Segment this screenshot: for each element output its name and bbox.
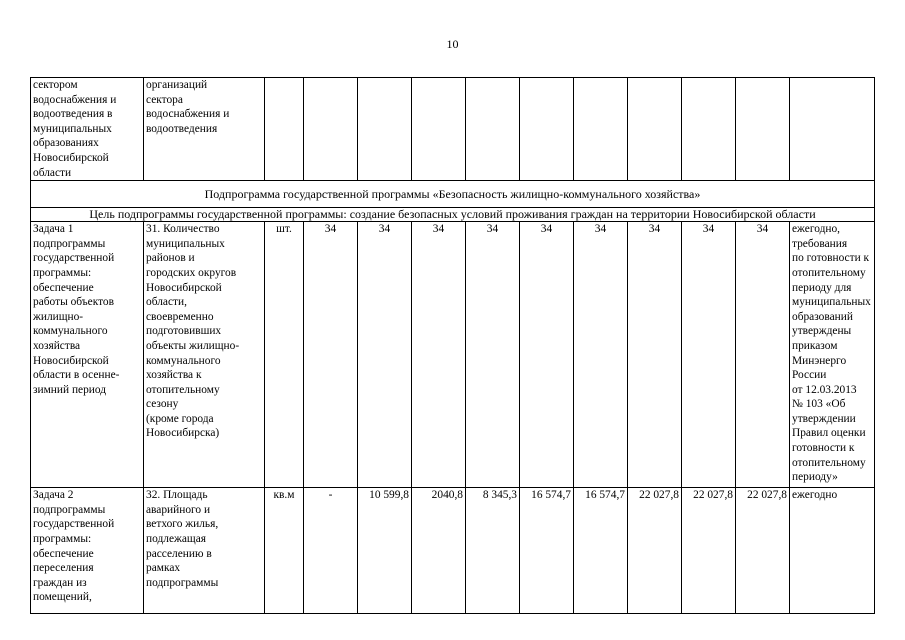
value-cell: 8 345,3: [466, 488, 520, 614]
value-cell: 34: [628, 222, 682, 488]
value-cell: 34: [520, 222, 574, 488]
value-cell: 34: [304, 222, 358, 488]
continued-row: [31, 78, 875, 181]
unit-cell: кв.м: [265, 488, 304, 614]
value-cell: 16 574,7: [520, 488, 574, 614]
table-row: [31, 488, 875, 614]
value-cell: 34: [736, 222, 790, 488]
indicator-cell: 31. Количество муниципальных районов и городских округов Новосибирской области, своевременно подготовивших объекты жилищно- коммунального хозяйства к отопительному сезону (кроме города Новосибирска): [144, 222, 265, 488]
table-row: [31, 222, 875, 488]
value-cell: -: [304, 488, 358, 614]
value-cell: 22 027,8: [736, 488, 790, 614]
value-cell: 2040,8: [412, 488, 466, 614]
value-cell: 34: [412, 222, 466, 488]
value-cell: 34: [358, 222, 412, 488]
value-cell: 22 027,8: [628, 488, 682, 614]
note-cell: ежегодно: [790, 488, 875, 614]
value-cell: 10 599,8: [358, 488, 412, 614]
unit-cell: шт.: [265, 222, 304, 488]
indicator-cell: организаций сектора водоснабжения и водоотведения: [144, 78, 265, 181]
value-cell: 34: [682, 222, 736, 488]
value-cell: 34: [574, 222, 628, 488]
value-cell: 22 027,8: [682, 488, 736, 614]
task-cell: Задача 1 подпрограммы государственной программы: обеспечение работы объектов жилищно- коммунального хозяйства Новосибирской области в осенне- зимний период: [31, 222, 144, 488]
indicator-cell: 32. Площадь аварийного и ветхого жилья, подлежащая расселению в рамках подпрограммы: [144, 488, 265, 614]
indicators-table: [30, 77, 875, 614]
value-cell: 34: [466, 222, 520, 488]
value-cell: 16 574,7: [574, 488, 628, 614]
note-cell: ежегодно, требования по готовности к отопительному периоду для муниципальных образований утверждены приказом Минэнерго России от 12.03.2013 № 103 «Об утверждении Правил оценки готовности к отопительному периоду»: [790, 222, 875, 488]
page-number: 10: [446, 37, 459, 51]
task-cell: сектором водоснабжения и водоотведения в муниципальных образованиях Новосибирской области: [31, 78, 144, 181]
subprogram-title: Подпрограмма государственной программы «Безопасность жилищно-коммунального хозяйства»: [31, 181, 875, 208]
task-cell: Задача 2 подпрограммы государственной программы: обеспечение переселения граждан из помещений,: [31, 488, 144, 614]
subprogram-goal: Цель подпрограммы государственной программы: создание безопасных условий проживания граждан на территории Новосибирской области: [31, 208, 875, 222]
